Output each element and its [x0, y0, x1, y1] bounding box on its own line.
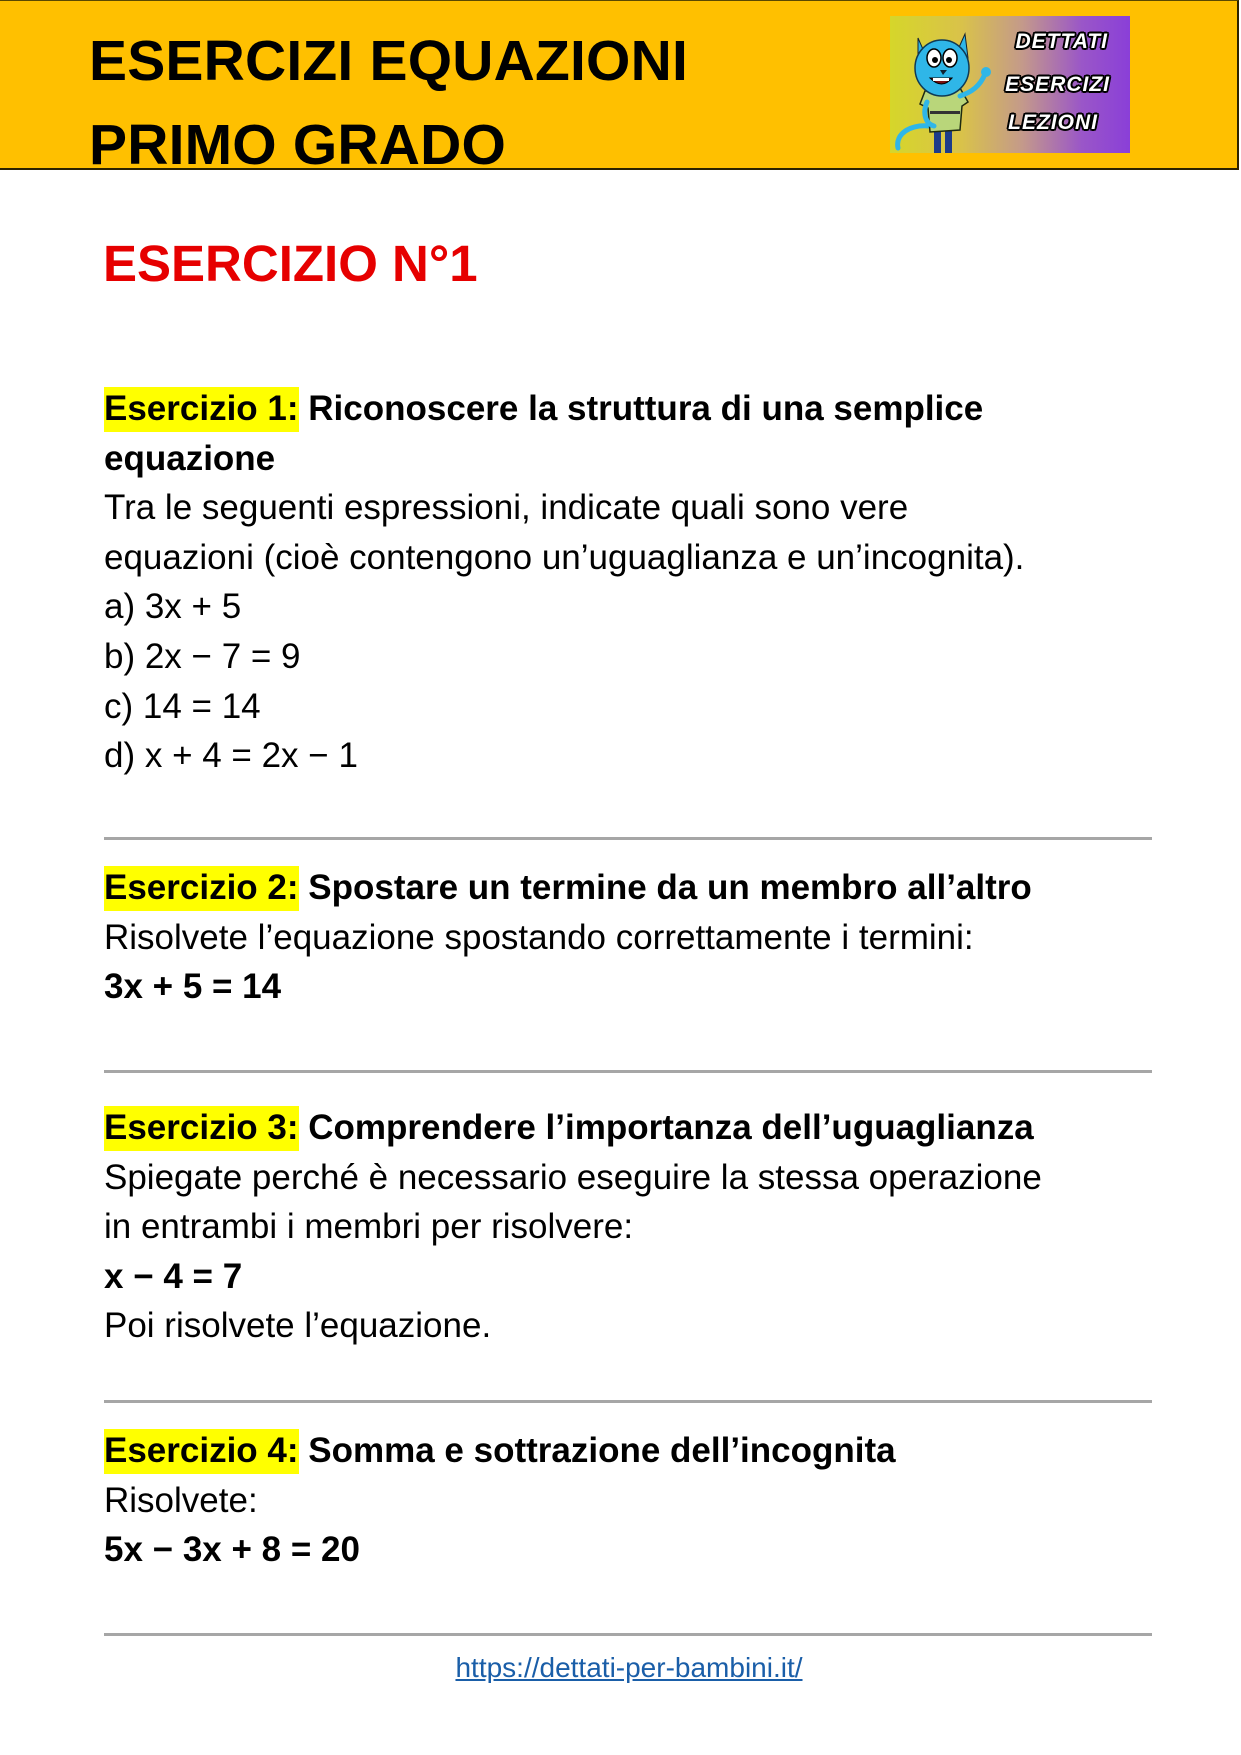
exercise-4 [104, 1426, 1164, 1575]
brand-logo [890, 16, 1130, 153]
website-link[interactable]: https://dettati-per-bambini.it/ [455, 1652, 803, 1683]
exercise-equation: 5x − 3x + 8 = 20 [104, 1530, 360, 1570]
exercise-text: Risolvete l’equazione spostando correttamente i termini: [104, 917, 974, 957]
exercise-label: Esercizio 2: [104, 866, 299, 911]
logo-word-esercizi: ESERCIZI [1005, 73, 1110, 96]
footer [0, 1652, 1241, 1684]
exercise-heading [104, 384, 1164, 483]
page-title-line-1: ESERCIZI EQUAZIONI [89, 29, 688, 93]
divider [104, 1070, 1152, 1073]
exercise-equation: x − 4 = 7 [104, 1256, 243, 1296]
page-title [89, 19, 688, 187]
exercise-title: Spostare un termine da un membro all’altro [308, 868, 1032, 907]
list-item: c) 14 = 14 [104, 686, 261, 726]
list-item: b) 2x − 7 = 9 [104, 636, 301, 676]
exercise-text: equazioni (cioè contengono un’uguaglianza e un’incognita). [104, 537, 1025, 577]
exercise-heading [104, 1426, 1164, 1476]
divider [104, 1400, 1152, 1403]
exercise-text: Tra le seguenti espressioni, indicate quali sono vere [104, 488, 909, 528]
section-title: ESERCIZIO N°1 [103, 235, 478, 292]
exercise-1 [104, 384, 1164, 781]
exercise-2 [104, 863, 1164, 1012]
page-title-line-2: PRIMO GRADO [89, 113, 507, 177]
list-item: a) 3x + 5 [104, 587, 242, 627]
exercise-heading [104, 1103, 1164, 1153]
exercise-title: Riconoscere la struttura di una semplice equazione [104, 389, 984, 478]
exercise-label: Esercizio 3: [104, 1106, 299, 1151]
logo-word-dettati: DETTATI [1015, 30, 1108, 53]
exercise-equation: 3x + 5 = 14 [104, 967, 282, 1007]
page-header [0, 0, 1239, 177]
divider [104, 1633, 1152, 1636]
exercise-title: Comprendere l’importanza dell’uguaglianza [308, 1108, 1034, 1147]
exercise-text: Risolvete: [104, 1480, 258, 1520]
exercise-label: Esercizio 1: [104, 387, 299, 432]
list-item: d) x + 4 = 2x − 1 [104, 736, 358, 776]
exercise-text: in entrambi i membri per risolvere: [104, 1207, 634, 1247]
exercise-label: Esercizio 4: [104, 1429, 299, 1474]
exercise-heading [104, 863, 1164, 913]
logo-word-lezioni: LEZIONI [1008, 111, 1098, 134]
exercise-text: Poi risolvete l’equazione. [104, 1306, 492, 1346]
blue-cat-mascot-icon [890, 16, 1010, 153]
divider [104, 837, 1152, 840]
exercise-title: Somma e sottrazione dell’incognita [308, 1431, 896, 1470]
exercise-3 [104, 1103, 1164, 1351]
exercise-text: Spiegate perché è necessario eseguire la stessa operazione [104, 1157, 1042, 1197]
